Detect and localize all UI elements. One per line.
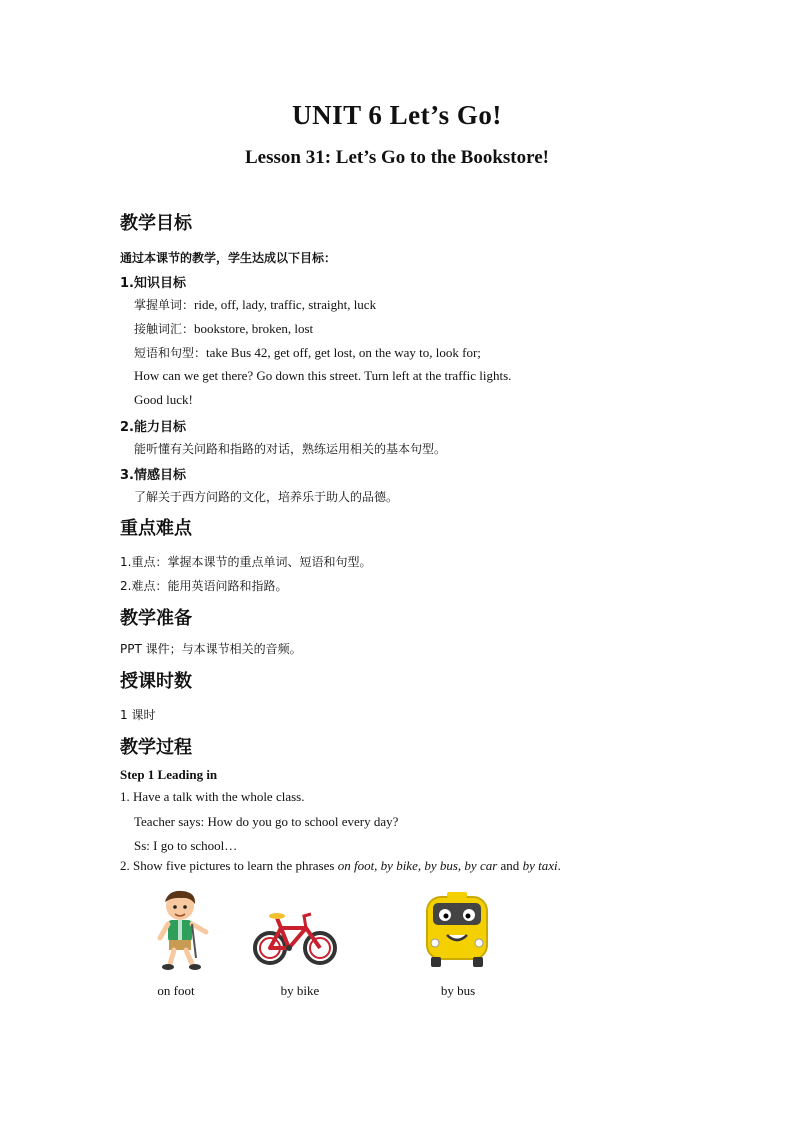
- phrases-line: [134, 344, 481, 361]
- lesson-title: Lesson 31: Let’s Go to the Bookstore!: [245, 147, 549, 168]
- item2-phrases: on foot, by bike, by bus, by car: [337, 858, 498, 873]
- key-point-1: 1.重点：掌握本课节的重点单词、短语和句型。: [120, 555, 372, 569]
- red-bicycle-picture: [251, 906, 339, 968]
- item2-and: and: [497, 858, 523, 873]
- emotion-heading: 3.情感目标: [120, 468, 186, 483]
- objectives-heading: 教学目标: [120, 213, 192, 234]
- master-label: 掌握单词：: [134, 298, 195, 312]
- key-points-heading: 重点难点: [120, 518, 192, 539]
- knowledge-heading: 1.知识目标: [120, 276, 186, 291]
- teacher-line: Teacher says: How do you go to school every day?: [134, 814, 399, 829]
- yellow-bus-picture: [423, 891, 491, 971]
- contact-words-line: [134, 320, 313, 337]
- sentences-line-2: Good luck!: [134, 392, 193, 407]
- hours-text: 1 课时: [120, 708, 156, 722]
- preparation-text: PPT 课件；与本课节相关的音频。: [120, 642, 302, 656]
- hours-heading: 授课时数: [120, 671, 192, 692]
- objectives-intro: 通过本课节的教学，学生达成以下目标：: [120, 251, 337, 265]
- item2-prefix: 2. Show five pictures to learn the phrases: [120, 858, 338, 873]
- master-words-line: [134, 296, 376, 313]
- sentences-line-1: How can we get there? Go down this street. Turn left at the traffic lights.: [134, 368, 512, 383]
- ability-heading: 2.能力目标: [120, 420, 186, 435]
- caption-by-bus: by bus: [440, 983, 476, 998]
- step-1-title: Step 1 Leading in: [120, 767, 218, 782]
- caption-by-bike: by bike: [280, 983, 320, 998]
- master-words: ride, off, lady, traffic, straight, luck: [194, 297, 377, 312]
- ability-text: 能听懂有关问路和指路的对话，熟练运用相关的基本句型。: [134, 442, 447, 456]
- boy-walking-picture: [152, 888, 216, 972]
- emotion-text: 了解关于西方问路的文化，培养乐于助人的品德。: [134, 490, 399, 504]
- phrase-label: 短语和句型：: [134, 346, 207, 360]
- caption-on-foot: on foot: [157, 983, 195, 998]
- process-item-1: 1. Have a talk with the whole class.: [120, 789, 305, 804]
- students-line: Ss: I go to school…: [134, 838, 238, 853]
- process-heading: 教学过程: [120, 737, 192, 758]
- process-item-2: [120, 858, 561, 874]
- contact-words: bookstore, broken, lost: [194, 321, 314, 336]
- contact-label: 接触词汇：: [134, 322, 195, 336]
- preparation-heading: 教学准备: [120, 608, 192, 629]
- phrases: take Bus 42, get off, get lost, on the way to, look for;: [206, 345, 481, 360]
- unit-title: UNIT 6 Let’s Go!: [292, 100, 502, 130]
- key-point-2: 2.难点：能用英语问路和指路。: [120, 579, 288, 593]
- item2-last: by taxi: [522, 858, 558, 873]
- item2-end: .: [557, 858, 561, 873]
